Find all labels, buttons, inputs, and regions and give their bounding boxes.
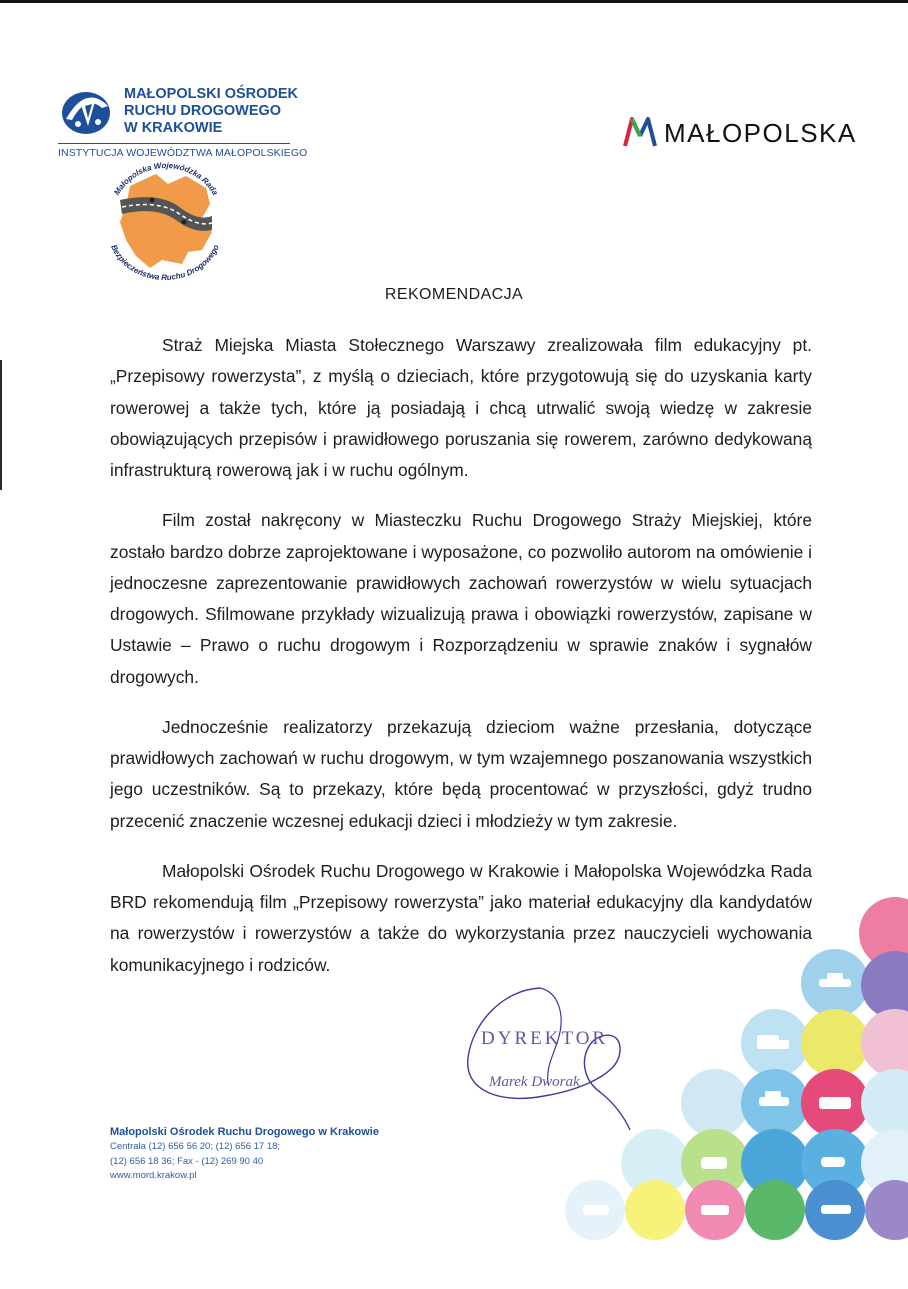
mord-name-line: RUCHU DROGOWEGO bbox=[124, 103, 282, 119]
scan-edge-mark bbox=[0, 360, 2, 490]
bus-icon bbox=[819, 1097, 851, 1109]
mord-divider bbox=[58, 143, 290, 144]
paragraph: Straż Miejska Miasta Stołecznego Warszawy zrealizowała film edukacyjny pt. „Przepisowy rowerzysta”, z myślą o dzieciach, które przygotowują się do uzyskania karty rowerowej a także tych, które ją posiadają i chcą utrwalić swoją wiedzę w zakresie obowiązujących przepisów i prawidłowego poruszania się rowerem, zarówno dedykowaną infrastrukturą rowerową jak i w ruchu ogólnym. bbox=[110, 335, 812, 481]
decor-circle bbox=[865, 1180, 908, 1240]
decorative-vehicle-circles bbox=[565, 895, 908, 1240]
truck-icon bbox=[757, 1035, 779, 1049]
footer-org-name: Małopolski Ośrodek Ruchu Drogowego w Krakowie bbox=[110, 1126, 379, 1138]
paragraph: Jednocześnie realizatorzy przekazują dzieciom ważne przesłania, dotyczące prawidłowych zachowań w ruchu drogowym, w tym wzajemnego poszanowania wszystkich jego uczestników. Są to przekazy, które będą procentować w przyszłości, gdyż trudno przecenić znaczenie wczesnej edukacji dzieci i młodzieży w tym zakresie. bbox=[110, 716, 812, 831]
road-safety-council-seal bbox=[98, 160, 232, 284]
signature-stamp-title: DYREKTOR bbox=[481, 1028, 609, 1049]
mord-name-line: W KRAKOWIE bbox=[124, 120, 223, 136]
footer-contact bbox=[110, 1124, 430, 1184]
car-icon bbox=[819, 979, 851, 987]
paragraph: Małopolski Ośrodek Ruchu Drogowego w Krakowie i Małopolska Wojewódzka Rada BRD rekomendują film „Przepisowy rowerzysta” jako materiał edukacyjny dla kandydatów na rowerzystów i rowerzystów a także do wykorzystania przez nauczycieli wychowania komunikacyjnego i rodziców. bbox=[110, 860, 812, 975]
malopolska-m-icon bbox=[622, 116, 658, 148]
malopolska-name: MAŁOPOLSKA bbox=[664, 118, 857, 148]
mord-name-line: MAŁOPOLSKI OŚRODEK bbox=[124, 86, 299, 102]
decor-circle bbox=[801, 1009, 869, 1077]
decor-circle bbox=[861, 1069, 908, 1137]
tractor-icon bbox=[583, 1205, 609, 1215]
document-title: REKOMENDACJA bbox=[384, 286, 524, 303]
mixer-truck-icon bbox=[701, 1157, 727, 1169]
footer-fax: (12) 656 18 36; Fax - (12) 269 90 40 bbox=[110, 1155, 264, 1167]
mord-name bbox=[124, 86, 298, 137]
tow-truck-icon bbox=[701, 1205, 729, 1215]
footer-website: www.mord.krakow.pl bbox=[110, 1170, 197, 1181]
decor-circle bbox=[625, 1180, 685, 1240]
decor-circle bbox=[861, 1009, 908, 1077]
decor-circle bbox=[681, 1069, 749, 1137]
mord-emblem-icon bbox=[58, 86, 118, 138]
mord-logo bbox=[58, 86, 308, 160]
pickup-icon bbox=[821, 1205, 851, 1214]
top-border bbox=[0, 0, 908, 3]
signature-stamp-name: Marek Dworak bbox=[489, 1074, 580, 1090]
scooter-icon bbox=[821, 1157, 845, 1167]
decor-circle bbox=[745, 1180, 805, 1240]
seal-text-top: Małopolska Wojewódzka Rada bbox=[112, 160, 220, 197]
footer-phone: Centrala (12) 656 56 20; (12) 656 17 18; bbox=[110, 1141, 281, 1152]
paragraph: Film został nakręcony w Miasteczku Ruchu Drogowego Straży Miejskiej, które zostało bardzo dobrze zaprojektowane i wyposażone, co pozwoliło autorom na omówienie i jednoczesne zaprezentowanie prawidłowych zachowań rowerzystów w wielu sytuacjach drogowych. Sfilmowane przykłady wizualizują prawa i obowiązki rowerzystów, zapisane w Ustawie – Prawo o ruchu drogowym i Rozporządzeniu w sprawie znaków i sygnałów drogowych. bbox=[110, 510, 812, 687]
malopolska-logo bbox=[622, 112, 882, 152]
car-icon bbox=[759, 1097, 789, 1106]
seal-text-bottom: Bezpieczeństwa Ruchu Drogowego bbox=[109, 243, 221, 283]
decor-circle bbox=[861, 951, 908, 1019]
mord-subtitle: INSTYTUCJA WOJEWÓDZTWA MAŁOPOLSKIEGO bbox=[58, 147, 308, 159]
